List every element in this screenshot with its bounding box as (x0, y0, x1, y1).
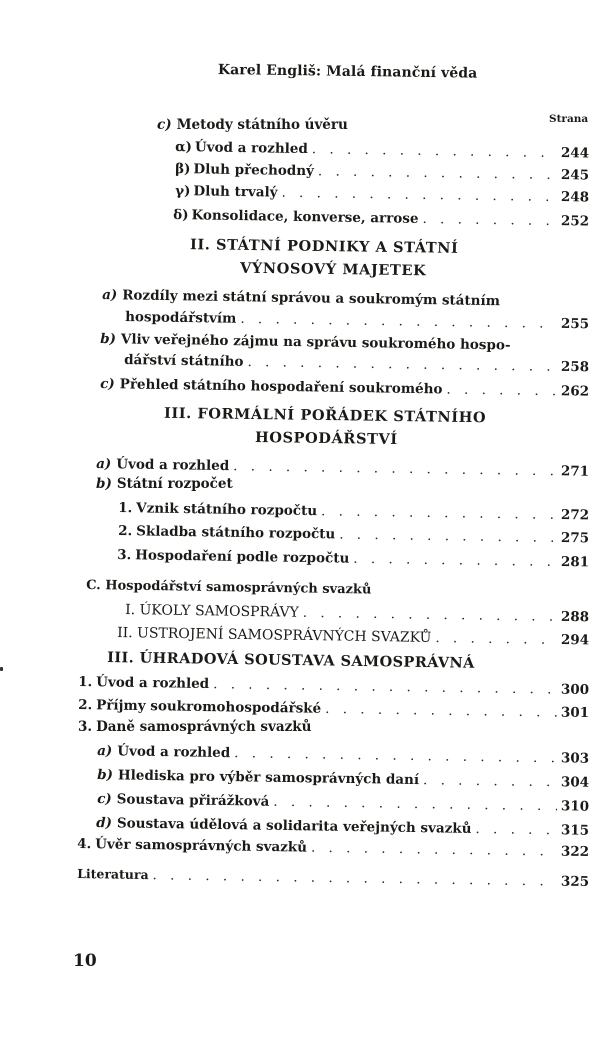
entry-title: dářství státního (124, 352, 244, 370)
dot-leader (247, 354, 557, 375)
entry-title: Dluh přechodný (193, 161, 315, 180)
entry-marker: c) (100, 376, 115, 393)
entry-marker: 2. (118, 523, 133, 540)
dot-leader (446, 381, 557, 399)
entry-marker: γ) (175, 183, 191, 200)
toc-entry (78, 697, 589, 721)
entry-title: Úvod a rozhled (194, 139, 308, 158)
page-number: 10 (73, 951, 97, 971)
entry-title: Soustava přirážková (116, 791, 270, 810)
entry-title: Příjmy soukromohospodářské (96, 697, 322, 717)
entry-title: Úvod a rozhled (96, 674, 210, 693)
entry-marker: a) (102, 287, 118, 304)
toc-entry (97, 743, 589, 767)
entry-page: 258 (560, 358, 590, 376)
entry-title: Vznik státního rozpočtu (136, 500, 318, 520)
section-heading: HOSPODÁŘSTVÍ (254, 429, 398, 448)
part-heading (86, 578, 372, 597)
entry-title: Rozdíly mezi státní správou a soukromým státním (122, 287, 501, 310)
toc-entry (118, 523, 589, 546)
toc-chapter (125, 602, 589, 625)
entry-page: 303 (560, 750, 590, 767)
entry-title: Úvod a rozhled (116, 456, 230, 475)
toc-entry-c-methods (157, 117, 348, 133)
dot-leader (311, 840, 557, 860)
dot-leader (213, 676, 557, 697)
entry-title: Konsolidace, konverse, arrose (191, 207, 419, 227)
entry-title: Dluh trvalý (193, 183, 278, 201)
section-heading: VÝNOSOVÝ MAJETEK (239, 259, 427, 280)
dot-leader (423, 772, 557, 790)
dot-leader (325, 701, 557, 721)
entry-marker: 1. (78, 674, 93, 691)
entry-marker: 4. (77, 836, 92, 853)
entry-page: 244 (560, 145, 590, 162)
section-heading: III. FORMÁLNÍ POŘÁDEK STÁTNÍHO (163, 404, 487, 427)
entry-page: 310 (560, 798, 590, 815)
entry-page: 322 (560, 843, 590, 861)
dot-leader (339, 526, 557, 545)
entry-title: Metody státního úvěru (176, 117, 348, 133)
entry-marker: a) (97, 743, 113, 760)
entry-marker: β) (175, 161, 191, 178)
entry-title: Hlediska pro výběr samosprávných daní (117, 767, 420, 789)
toc-entry-literature (77, 866, 589, 890)
toc-chapter (117, 625, 589, 648)
toc-entry (97, 791, 589, 815)
dot-leader (240, 311, 557, 332)
dot-leader (234, 745, 557, 766)
entry-page: 294 (560, 631, 590, 649)
toc-entry (100, 331, 511, 353)
running-head: Karel Engliš: Malá finanční věda (217, 62, 478, 82)
dot-leader (475, 821, 557, 838)
entry-page: 315 (560, 822, 590, 839)
entry-page: 325 (560, 873, 590, 891)
entry-title: Vliv veřejného zájmu na správu soukromého hospo- (120, 331, 511, 354)
entry-page: 300 (560, 681, 590, 699)
entry-marker: 3. (117, 547, 132, 564)
entry-marker: α) (175, 139, 193, 156)
toc-entry (77, 836, 589, 860)
dot-leader (273, 794, 557, 814)
entry-marker: 3. (78, 719, 93, 735)
entry-page: 271 (560, 463, 590, 480)
entry-title: hospodářstvím (125, 309, 237, 327)
toc-entry (78, 674, 589, 698)
toc-entry (100, 376, 589, 400)
entry-page: 255 (560, 315, 590, 333)
page-column-label: Strana (549, 113, 589, 125)
dot-leader (353, 551, 557, 570)
chapter-title: III. ÚHRADOVÁ SOUSTAVA SAMOSPRÁVNÁ (107, 649, 475, 672)
toc-entry (97, 767, 589, 791)
entry-marker: d) (96, 815, 113, 832)
entry-marker: c) (157, 117, 172, 133)
entry-marker: 1. (118, 500, 133, 517)
entry-marker: c) (97, 791, 112, 808)
entry-page: 245 (560, 167, 590, 184)
entry-page: 288 (560, 608, 590, 626)
entry-title: Úvod a rozhled (117, 743, 231, 762)
chapter-title: II. USTROJENÍ SAMOSPRÁVNÝCH SVAZKŮ (117, 625, 432, 646)
entry-title: Soustava údělová a solidarita veřejných svazků (116, 815, 472, 837)
entry-title: Daně samosprávných svazků (96, 719, 312, 735)
entry-title: Státní rozpočet (116, 476, 233, 492)
entry-page: 281 (560, 553, 590, 571)
entry-marker: b) (96, 476, 112, 492)
toc-chapter (107, 649, 475, 672)
entry-title: Literatura (77, 866, 149, 883)
entry-title: Přehled státního hospodaření soukromého (119, 376, 443, 398)
dot-leader (312, 141, 557, 161)
toc-entry (78, 719, 311, 735)
toc-entry (175, 183, 589, 206)
toc-entry-continuation (125, 309, 589, 332)
dot-leader (321, 503, 557, 523)
section-heading: II. STÁTNÍ PODNIKY A STÁTNÍ (189, 236, 459, 257)
print-speck (0, 667, 3, 671)
entry-title: Úvěr samosprávných svazků (95, 836, 308, 856)
entry-marker: δ) (173, 207, 189, 224)
dot-leader (233, 458, 557, 479)
toc-entry (175, 139, 589, 162)
part-title: C. Hospodářství samosprávných svazků (86, 578, 372, 598)
toc-entry (117, 547, 589, 570)
toc-entry (102, 287, 500, 309)
entry-title: Skladba státního rozpočtu (136, 523, 336, 543)
entry-marker: b) (100, 331, 117, 348)
entry-marker: a) (96, 456, 112, 473)
toc-entry (118, 500, 589, 523)
entry-page: 262 (560, 383, 590, 400)
entry-marker: 2. (78, 697, 93, 714)
entry-page: 304 (560, 774, 590, 791)
entry-page: 248 (560, 189, 590, 206)
entry-page: 275 (560, 529, 590, 547)
chapter-title: I. ÚKOLY SAMOSPRÁVY (125, 602, 299, 621)
entry-marker: b) (97, 767, 114, 784)
toc-entry (175, 161, 589, 184)
dot-leader (318, 163, 557, 183)
toc-entry (173, 207, 589, 230)
toc-entry (96, 815, 589, 839)
dot-leader (152, 867, 557, 889)
entry-page: 301 (560, 704, 590, 722)
dot-leader (422, 211, 557, 229)
entry-title: Hospodaření podle rozpočtu (135, 547, 350, 567)
entry-page: 252 (560, 213, 590, 230)
entry-page: 272 (560, 506, 590, 524)
dot-leader (303, 605, 557, 625)
toc-entry-continuation (124, 352, 589, 375)
dot-leader (281, 185, 557, 205)
dot-leader (435, 630, 557, 648)
toc-entry (96, 476, 233, 492)
